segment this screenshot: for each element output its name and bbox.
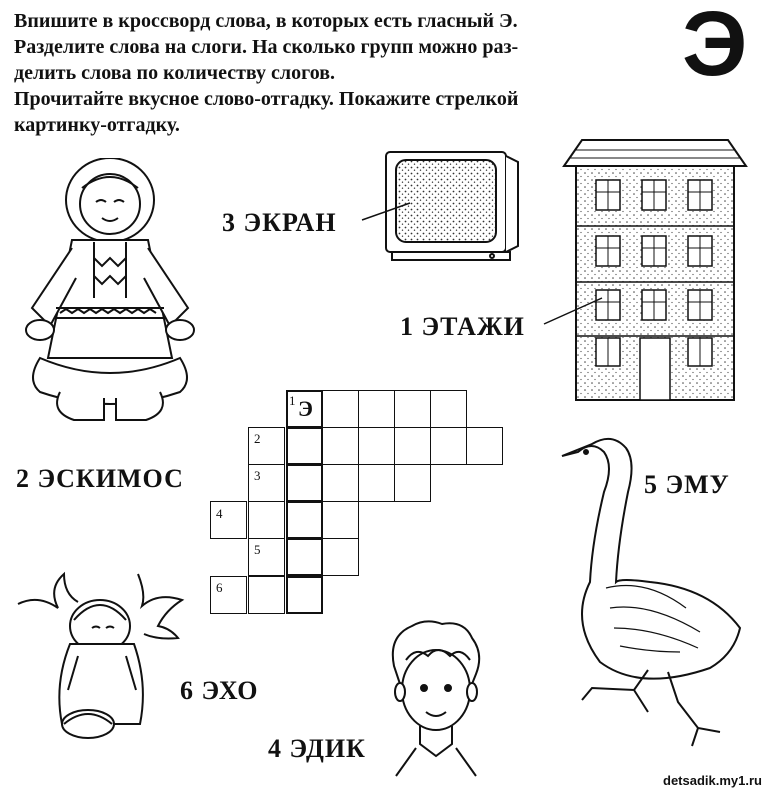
crossword-cell[interactable] bbox=[286, 501, 323, 539]
clue-number: 4 bbox=[216, 506, 223, 521]
crossword-cell[interactable] bbox=[358, 427, 395, 465]
watermark: detsadik.my1.ru bbox=[663, 773, 762, 788]
crossword-cell[interactable] bbox=[322, 538, 359, 576]
screen-pointer-line bbox=[360, 195, 420, 225]
crossword-cell[interactable] bbox=[430, 390, 467, 428]
floors-pointer-line bbox=[540, 290, 610, 330]
clue-number: 5 bbox=[254, 542, 261, 557]
crossword-cell[interactable] bbox=[248, 576, 285, 614]
eskimo-illustration bbox=[10, 158, 210, 448]
echo-illustration bbox=[8, 560, 193, 750]
label-echo: 6 ЭХО bbox=[180, 676, 259, 705]
instruction-line: Впишите в кроссворд слова, в которых есть гласный Э. bbox=[14, 10, 518, 32]
crossword-cell[interactable] bbox=[248, 501, 285, 539]
crossword-cell[interactable] bbox=[394, 390, 431, 428]
clue-number: 3 bbox=[254, 468, 261, 483]
label-emu: 5 ЭМУ bbox=[644, 470, 730, 499]
crossword-cell[interactable] bbox=[322, 390, 359, 428]
building-illustration bbox=[562, 136, 748, 404]
crossword-cell[interactable] bbox=[394, 427, 431, 465]
instruction-line: делить слова по количеству слогов. bbox=[14, 62, 336, 84]
label-screen: 3 ЭКРАН bbox=[222, 208, 337, 237]
label-floors: 1 ЭТАЖИ bbox=[400, 312, 525, 341]
crossword-cell[interactable] bbox=[322, 427, 359, 465]
instructions-text bbox=[14, 8, 664, 138]
clue-number: 6 bbox=[216, 580, 223, 595]
label-eskimo: 2 ЭСКИМОС bbox=[16, 464, 184, 493]
instruction-line: Разделите слова на слоги. На сколько групп можно раз- bbox=[14, 36, 519, 58]
clue-number: 2 bbox=[254, 431, 261, 446]
crossword-cell[interactable] bbox=[286, 576, 323, 614]
crossword-cell[interactable] bbox=[322, 464, 359, 502]
instruction-line: картинку-отгадку. bbox=[14, 114, 180, 136]
big-letter-e: Э bbox=[682, 0, 748, 95]
crossword-cell[interactable] bbox=[322, 501, 359, 539]
crossword-cell[interactable] bbox=[358, 464, 395, 502]
crossword-cell[interactable] bbox=[430, 427, 467, 465]
clue-number: 1 bbox=[289, 393, 296, 408]
crossword-cell[interactable] bbox=[466, 427, 503, 465]
given-letter: Э bbox=[298, 396, 313, 421]
crossword-cell[interactable] bbox=[394, 464, 431, 502]
crossword-cell[interactable] bbox=[286, 427, 323, 465]
crossword-cell[interactable] bbox=[358, 390, 395, 428]
edik-illustration bbox=[386, 620, 486, 780]
label-edik: 4 ЭДИК bbox=[268, 734, 366, 763]
crossword-cell[interactable] bbox=[286, 464, 323, 502]
instruction-line: Прочитайте вкусное слово-отгадку. Покажите стрелкой bbox=[14, 88, 519, 110]
crossword-cell[interactable] bbox=[286, 538, 323, 576]
